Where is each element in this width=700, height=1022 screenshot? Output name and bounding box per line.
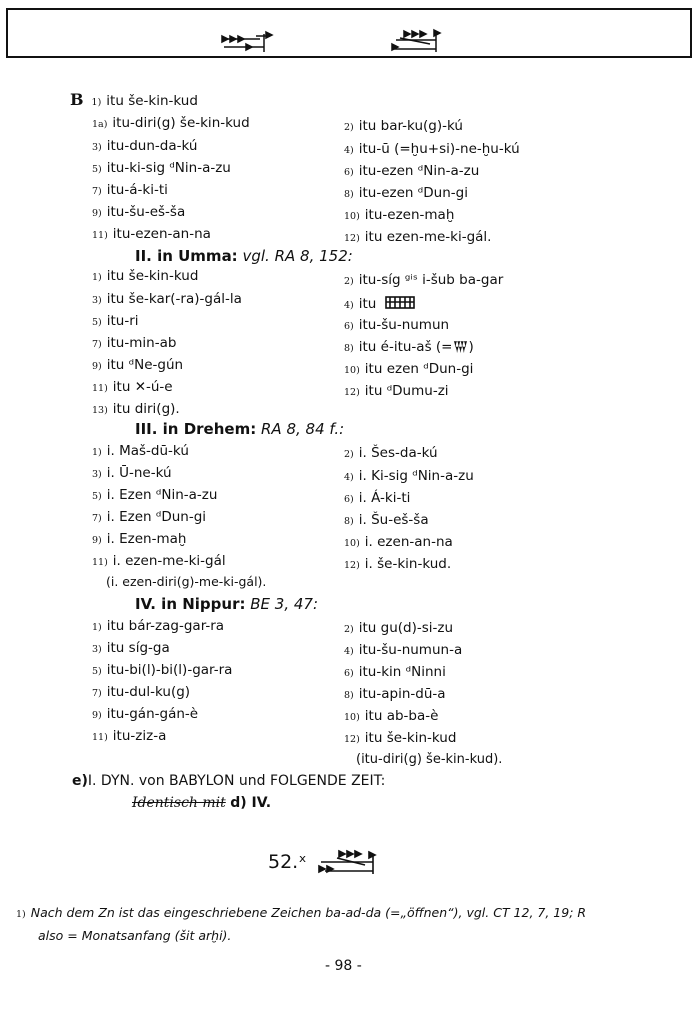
list-item [92,531,186,549]
item-number: 8) [344,516,354,527]
item-number: 10) [344,211,360,222]
item-number: 5) [92,164,102,175]
month-name: itu ✕-ú-e [112,379,173,395]
month-name: i. še-kin-kud. [364,556,452,572]
month-name: i. Á-ki-ti [358,490,411,506]
list-item [92,684,190,702]
list-item [92,618,224,636]
cuneiform-sign-icon [317,848,385,876]
month-name: itu ab-ba-è [364,708,439,724]
list-item [344,556,451,574]
cuneiform-sign-icon [220,30,276,54]
list-item [92,182,168,200]
list-item [344,295,418,314]
item-number: 2) [344,276,354,287]
list-item [92,268,198,286]
month-name: i. Ezen-maḫ [106,531,187,547]
month-name: itu [358,296,377,312]
footnote-marker: 1) [16,909,26,920]
month-name: itu ezen-me-ki-gál. [364,229,492,245]
month-name: itu é-itu-aš (=𒐌) [358,339,474,355]
item-number: 8) [344,343,354,354]
item-number: 6) [344,668,354,679]
list-item [344,383,449,401]
list-item [344,163,479,181]
list-item [92,291,242,309]
month-name: itu bar-ku(g)-kú [358,118,463,134]
list-item [356,752,502,768]
item-number: 10) [344,365,360,376]
list-item [92,509,206,527]
month-name: itu-ezen-an-na [112,226,211,242]
item-number: 1) [92,272,102,283]
item-number: 7) [92,513,102,524]
list-item [92,138,197,156]
list-item [92,640,170,658]
list-item [92,728,166,746]
month-name: itu še-kar(-ra)-gál-la [106,291,242,307]
header-box [6,8,692,58]
section-title: II. in Umma: [135,247,238,265]
month-name: itu bár-zag-gar-ra [106,618,225,634]
list-item [92,226,211,244]
item-number: 8) [344,690,354,701]
month-name: itu-diri(g) še-kin-kud [112,115,250,131]
month-name: i. Šes-da-kú [358,445,438,461]
item-number: 3) [92,295,102,306]
list-item [106,574,266,590]
list-item [344,339,474,357]
month-name: itu še-kin-kud [364,730,457,746]
section-title: I. DYN. von BABYLON und FOLGENDE ZEIT: [87,773,386,789]
item-number: 12) [344,387,360,398]
month-name: itu gu(d)-si-zu [358,620,454,636]
month-name: itu ᵈDumu-zi [364,383,449,399]
list-item [344,686,446,704]
list-item [344,730,456,748]
month-name: itu-šu-numun-a [358,642,463,658]
item-number: 5) [92,491,102,502]
month-name: itu ᵈNe-gún [106,357,184,373]
list-item [344,445,438,463]
item-number: 2) [344,449,354,460]
item-number: 12) [344,233,360,244]
list-item [92,465,172,483]
month-name: itu-šu-numun [358,317,450,333]
item-number: 1) [92,622,102,633]
month-name: itu-kin ᵈNinni [358,664,446,680]
section-heading [135,596,318,612]
item-number: 11) [92,732,108,743]
month-name: itu-dun-da-kú [106,138,198,154]
list-item [92,313,139,331]
item-number: 3) [92,644,102,655]
footnote-text: also = Monatsanfang (šit arḫi). [38,928,232,943]
month-name: itu-bi(l)-bi(l)-gar-ra [106,662,233,678]
month-name: itu-gán-gán-è [106,706,199,722]
list-item [344,512,429,530]
item-number: 2) [344,624,354,635]
item-number: 10) [344,538,360,549]
list-item [92,662,232,680]
list-item [92,487,217,505]
item-number: 3) [92,142,102,153]
month-name: itu še-kin-kud [106,268,199,284]
list-item [344,361,473,379]
month-name: i. Ezen ᵈNin-a-zu [106,487,218,503]
month-name: itu-dul-ku(g) [106,684,191,700]
list-item [344,534,453,552]
section-reference: vgl. RA 8, 152: [242,247,353,265]
month-name: itu-apin-dū-a [358,686,446,702]
month-name: itu-ezen ᵈDun-gi [358,185,468,201]
month-name: itu diri(g). [112,401,180,417]
month-name: (i. ezen-diri(g)-me-ki-gál). [106,574,267,589]
list-item [344,317,449,335]
list-item [344,229,491,247]
month-name: itu-síg ᵍⁱˢ i-šub ba-gar [358,272,504,288]
month-name: itu-ki-sig ᵈNin-a-zu [106,160,231,176]
item-number: 11) [92,557,108,568]
month-name: itu síg-ga [106,640,170,656]
cuneiform-sign-icon [390,28,446,54]
item-number: 11) [92,230,108,241]
list-item [92,160,231,178]
section-heading [135,248,353,264]
list-item [70,92,198,111]
item-number: 2) [344,122,354,133]
month-name: i. Ū-ne-kú [106,465,172,481]
sign-number: 52.ˣ [268,851,307,873]
list-item [344,272,503,290]
item-number: 1a) [92,119,108,130]
month-name: itu še-kin-kud [106,93,198,109]
item-number: 3) [92,469,102,480]
list-item [92,706,198,724]
list-item [92,357,183,375]
month-name: itu-ezen-maḫ [364,207,455,223]
list-item [92,443,189,461]
month-name: itu-ri [106,313,139,329]
month-name: itu-min-ab [106,335,177,351]
item-number: 9) [92,361,102,372]
month-name: itu-ziz-a [112,728,167,744]
list-item [344,642,462,660]
item-number: 6) [344,167,354,178]
item-number: 4) [344,646,354,657]
item-number: 7) [92,339,102,350]
month-name: i. Maš-dū-kú [106,443,189,459]
month-name: i. Ezen ᵈDun-gi [106,509,207,525]
month-name: itu-ū (=ḫu+si)-ne-ḫu-kú [358,141,520,157]
list-item [92,379,173,397]
list-item [344,620,453,638]
item-number: 10) [344,712,360,723]
item-number: 6) [344,494,354,505]
item-number: 8) [344,189,354,200]
item-number: 7) [92,186,102,197]
item-number: 9) [92,535,102,546]
item-number: 7) [92,688,102,699]
item-number: 6) [344,321,354,332]
item-number: 11) [92,383,108,394]
item-number: 5) [92,666,102,677]
sign-number-label [268,848,385,876]
list-item [344,207,454,225]
list-item [92,115,250,133]
item-number: 9) [92,710,102,721]
item-number: 12) [344,560,360,571]
list-item [344,468,474,486]
section-heading [72,773,385,789]
item-number: 13) [92,405,108,416]
cuneiform-sign-icon [384,295,418,311]
list-item [344,664,446,682]
month-name: itu-á-ki-ti [106,182,168,198]
month-name: itu-ezen ᵈNin-a-zu [358,163,480,179]
section-heading [135,421,344,437]
item-number: 4) [344,300,354,311]
cross-reference [132,795,271,811]
list-item [92,335,176,353]
list-item [344,118,463,136]
item-number: 9) [92,208,102,219]
list-item [344,490,410,508]
month-name: i. Ki-sig ᵈNin-a-zu [358,468,474,484]
section-reference: BE 3, 47: [250,595,319,613]
month-name: i. ezen-an-na [364,534,453,550]
list-item [92,204,185,222]
item-number: 1) [92,447,102,458]
section-title: IV. in Nippur: [135,595,246,613]
footnote-line [16,905,586,920]
month-name: (itu-diri(g) še-kin-kud). [356,752,503,767]
month-name: i. Šu-eš-ša [358,512,429,528]
section-title: III. in Drehem: [135,420,257,438]
item-number: 1) [91,97,102,108]
month-name: itu ezen ᵈDun-gi [364,361,474,377]
item-number: 4) [344,472,354,483]
page-number: - 98 - [325,958,362,974]
item-number: 4) [344,145,354,156]
footnote-text: Nach dem Zn ist das eingeschriebene Zeichen ba-ad-da (=„öffnen“), vgl. CT 12, 7, 19; R [30,905,587,920]
list-item [92,553,226,571]
reference-text: d) IV. [230,795,272,811]
list-item [344,141,520,159]
list-item [344,185,468,203]
list-item [344,708,438,726]
section-letter: e) [72,773,88,789]
struck-text: Identisch mit [132,795,226,811]
month-name: itu-šu-eš-ša [106,204,186,220]
month-name: i. ezen-me-ki-gál [112,553,226,569]
item-number: 5) [92,317,102,328]
item-number: 12) [344,734,360,745]
section-letter: B [70,90,84,109]
list-item [92,401,180,419]
section-reference: RA 8, 84 f.: [261,420,345,438]
footnote-line [38,928,231,943]
